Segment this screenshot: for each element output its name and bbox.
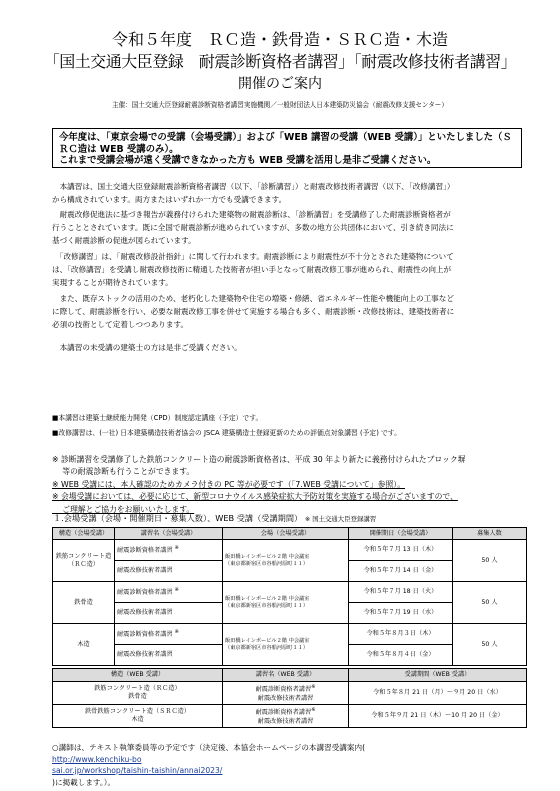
venue-cell <box>223 624 349 666</box>
web-period-cell: 令和５年９月 21 日（木）～10 月 20 日（金） <box>349 705 527 728</box>
cpd-note: ■本講習は建築士継続能力開発（CPD）制度認定講座（予定）です。 <box>52 414 263 422</box>
date-cell: 令和５年７月 19 日（水） <box>349 603 453 624</box>
structure-name: 木造 <box>77 640 90 648</box>
venue-address: （東京都新宿区市谷船河原町１１） <box>225 560 309 567</box>
col-header: 講習名（会場受講） <box>115 528 223 540</box>
web-structure-cell <box>53 682 223 705</box>
section-subnote: ※ 国土交通大臣登録講習 <box>304 515 377 523</box>
course-cell <box>115 540 223 561</box>
web-structure-cell <box>53 705 223 728</box>
web-course-name: 耐震診断資格者講習 <box>255 709 312 717</box>
table-row <box>53 682 527 705</box>
venue-name: 飯田橋レインボービル２階 中会議室 <box>225 595 310 602</box>
course-mark: ※ <box>174 545 179 552</box>
col-header: 開催期日（会場受講） <box>349 528 453 540</box>
web-structure-name: 鉄筋コンクリート造（ＲＣ造） <box>94 685 181 692</box>
col-header: 講習名（WEB 受講） <box>223 669 349 682</box>
paragraph-line: に際して、耐震診断を行い、必要な耐震改修工事を併せて実施する場合も多く、耐震診断・改修技術は、建築技術者に <box>52 307 455 316</box>
col-header: 受講期間（WEB 受講） <box>349 669 527 682</box>
course-cell <box>115 582 223 603</box>
jsca-note: ■改修講習は、(一社) 日本建築構造技術者協会の JSCA 建築構造士登録更新のための評価点対象講習 (予定) です。 <box>52 429 401 437</box>
structure-abbr: （ＲＣ造） <box>68 560 99 568</box>
section-heading <box>53 512 376 525</box>
footer-text: ○講師は、テキスト執筆委員等の予定です（決定後、本協会ホームページの本講習受講案内( <box>52 743 366 752</box>
course-name: 耐震診断資格者講習 <box>117 631 173 639</box>
table-header-row <box>53 669 527 682</box>
web-course-name: 耐震診断資格者講習 <box>255 686 312 694</box>
guide-link[interactable]: http://www.kenchiku-bo <box>52 754 142 764</box>
venue-cell <box>223 540 349 582</box>
course-cell: 耐震改修技術者講習 <box>115 603 223 624</box>
structure-name: 鉄骨造 <box>74 598 93 606</box>
note-line: ご理解とご協力をお願いいたします。 <box>52 504 195 514</box>
web-course-cell <box>223 705 349 728</box>
col-header: 会場（会場受講） <box>223 528 349 540</box>
structure-cell <box>53 582 115 624</box>
web-course-name: 耐震改修技術者講習 <box>257 694 314 702</box>
course-cell: 耐震改修技術者講習 <box>115 561 223 582</box>
web-structure-name: 鉄骨造 <box>128 693 147 700</box>
capacity-cell: 50 人 <box>453 540 527 582</box>
note-line: ※ 会場受講においては、必要に応じて、新型コロナウイルス感染症拡大予防対策を実施する場合がございますので、 <box>52 492 458 502</box>
notice-line-3: これまで受講会場が遠く受講できなかった方も WEB 受講を活用し是非ご受講ください。 <box>59 155 437 166</box>
paragraph-retrofit <box>52 250 524 289</box>
note-line: ※ 診断講習を受講修了した鉄筋コンクリート造の耐震診断資格者は、平成 30 年より新たに義務付けられたブロック塀 <box>52 455 466 464</box>
paragraph-line: 本講習の未受講の建築士の方は是非ご受講ください。 <box>52 343 242 352</box>
web-structure-name: 木造 <box>131 716 144 723</box>
structure-cell <box>53 540 115 582</box>
paragraph-line: 実現することが期待されています。 <box>52 278 173 287</box>
paragraph-line: 行うこととされています。既に全国で耐震診断が進められていますが、多数の地方公共団体において、引き続き同法に <box>52 223 454 232</box>
paragraph-line: 基づく耐震診断の促進が図られています。 <box>52 236 196 245</box>
course-mark: ※ <box>174 629 179 636</box>
capacity-cell: 50 人 <box>453 582 527 624</box>
web-structure-name: 鉄骨鉄筋コンクリート造（ＳＲＣ造） <box>84 708 191 715</box>
col-header: 構造（会場受講） <box>53 528 115 540</box>
date-cell: 令和５年７月 18 日（火） <box>349 582 453 603</box>
table-row <box>53 540 527 561</box>
paragraph-line: また、既存ストックの活用のため、老朽化した建築物や住宅の増築・修繕、省エネルギー性能や機能向上の工事など <box>52 294 454 303</box>
organizer-line: 主催：国土交通大臣登録耐震診断資格者講習実施機関／一般財団法人日本建築防災協会（耐震改修支援センター） <box>111 101 448 109</box>
venue-address: （東京都新宿区市谷船河原町１１） <box>225 602 309 609</box>
paragraph-line: 必須の技術として定着しつつあります。 <box>52 320 189 329</box>
course-name: 耐震診断資格者講習 <box>117 547 173 555</box>
paragraph-line: 本講習は、国土交通大臣登録耐震診断資格者講習（以下、「診断講習」）と耐震改修技術者講習（以下、「改修講習」） <box>52 182 455 191</box>
web-schedule-table <box>52 668 527 728</box>
date-cell: 令和５年７月 13 日（木） <box>349 540 453 561</box>
footer-note <box>52 742 532 788</box>
table-row <box>53 582 527 603</box>
paragraph-line: は、「改修講習」を受講し耐震改修技術に精通した技術者が担い手となって耐震改修工事が進められ、耐震性の向上が <box>52 265 452 274</box>
date-cell: 令和５年７月 14 日（金） <box>349 561 453 582</box>
venue-cell <box>223 582 349 624</box>
course-cell: 耐震改修技術者講習 <box>115 645 223 666</box>
web-course-mark: ※ <box>311 707 316 714</box>
table-row <box>53 705 527 728</box>
web-course-cell <box>223 682 349 705</box>
venue-address: （東京都新宿区市谷船河原町１１） <box>225 644 309 651</box>
notes-block <box>52 454 530 516</box>
col-header: 募集人数 <box>453 528 527 540</box>
web-course-mark: ※ <box>311 684 316 691</box>
note-line: 等の耐震診断も行うことができます。 <box>52 467 195 477</box>
date-cell: 令和５年８月３日（木） <box>349 624 453 645</box>
paragraph-invite <box>52 341 524 354</box>
venue-name: 飯田橋レインボービル２階 中会議室 <box>225 637 310 644</box>
table-header-row <box>53 528 527 540</box>
title-line-3: 開催のご案内 <box>238 76 322 92</box>
paragraph-line: から構成されています。両方またはいずれか一方でも受講できます。 <box>52 195 287 204</box>
col-header: 構造（WEB 受講） <box>53 669 223 682</box>
paragraph-line: 耐震改修促進法に基づき報告が義務付けられた建築物の耐震診断は、「診断講習」を受講修了した耐震診断資格者が <box>52 210 451 219</box>
structure-name: 鉄筋コンクリート造 <box>55 552 112 560</box>
section-title: １.会場受講（会場・開催期日・募集人数）、WEB 受講（受講期間） <box>53 513 303 523</box>
paragraph-stock <box>52 292 524 331</box>
venue-schedule-table <box>52 527 527 666</box>
date-cell: 令和５年８月４日（金） <box>349 645 453 666</box>
web-course-name: 耐震改修技術者講習 <box>257 717 314 725</box>
paragraph-line: 「改修講習」は、「耐震改修設計指針」に関して行われます。耐震診断により耐震性が不十分とされた建築物について <box>52 252 454 261</box>
guide-link-continued[interactable]: sai.or.jp/workshop/taishin-taishin/annai2023/ <box>52 766 223 775</box>
course-mark: ※ <box>174 587 179 594</box>
venue-name: 飯田橋レインボービル２階 中会議室 <box>225 553 310 560</box>
title-line-1: 令和５年度 ＲＣ造・鉄骨造・ＳＲＣ造・木造 <box>111 30 448 49</box>
footer-text: )に掲載します。）。 <box>52 777 116 787</box>
notice-box <box>52 128 522 168</box>
web-period-cell: 令和５年８月 21 日（月）～９月 20 日（水） <box>349 682 527 705</box>
structure-cell <box>53 624 115 666</box>
notice-line-1: 今年度は、「東京会場での受講（会場受講）」および「WEB 講習の受講（WEB 受講）」といたしました（Ｓ <box>59 132 512 143</box>
course-cell <box>115 624 223 645</box>
notice-line-2: ＲＣ造は WEB 受講のみ）。 <box>59 143 179 155</box>
capacity-cell: 50 人 <box>453 624 527 666</box>
course-name: 耐震診断資格者講習 <box>117 589 173 597</box>
paragraph-diagnosis <box>52 208 524 247</box>
note-line: ※ WEB 受講には、本人確認のためカメラ付きの PC 等が必要です（「7.WEB 受講について」参照）。 <box>52 479 406 489</box>
paragraph-intro <box>52 180 524 206</box>
title-line-2: 「国土交通大臣登録 耐震診断資格者講習」「耐震改修技術者講習」 <box>43 52 517 71</box>
table-row <box>53 624 527 645</box>
